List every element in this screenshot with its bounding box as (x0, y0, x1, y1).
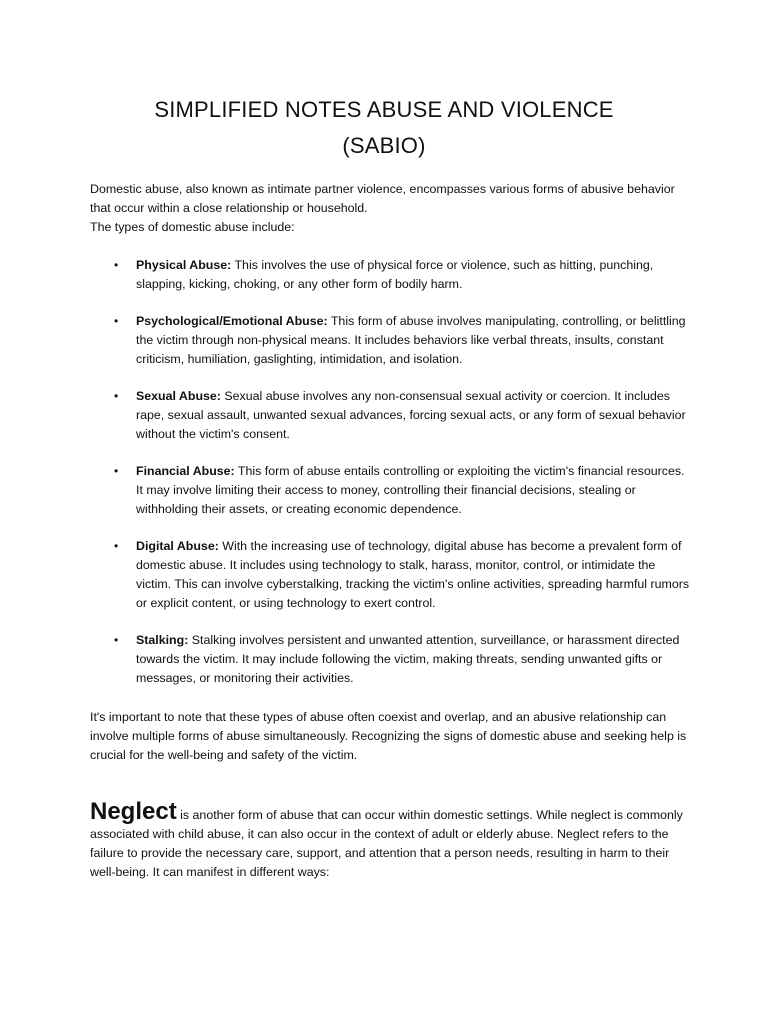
neglect-paragraph (90, 800, 690, 882)
bullet-icon: • (114, 314, 119, 328)
bullet-icon: • (114, 464, 119, 478)
list-item (90, 312, 690, 369)
list-item-text: Stalking involves persistent and unwanted attention, surveillance, or harassment directed towards the victim. It may include following the victim, making threats, sending unwanted gifts or messages, or monitoring their activities. (136, 633, 680, 685)
bullet-icon: • (114, 258, 119, 272)
bullet-icon: • (114, 633, 119, 647)
list-item-term: Physical Abuse: (136, 258, 232, 272)
title-line-2: (SABIO) (342, 133, 426, 158)
bullet-icon: • (114, 539, 119, 553)
bullet-icon: • (114, 389, 119, 403)
list-item-term: Digital Abuse: (136, 539, 219, 553)
list-item-term: Financial Abuse: (136, 464, 235, 478)
neglect-heading: Neglect (90, 798, 177, 825)
list-item-term: Psychological/Emotional Abuse: (136, 314, 328, 328)
list-item (90, 537, 690, 613)
list-item (90, 256, 690, 294)
title-line-1: SIMPLIFIED NOTES ABUSE AND VIOLENCE (154, 97, 614, 122)
closing-paragraph: It's important to note that these types of abuse often coexist and overlap, and an abusive relationship can involve multiple forms of abuse simultaneously. Recognizing the signs of domestic abuse and seeking help is crucial for the well-being and safety of the victim. (90, 710, 687, 762)
list-item (90, 387, 690, 444)
abuse-types-list (90, 256, 690, 706)
list-item-text: This involves the use of physical force or violence, such as hitting, punching, slapping, kicking, choking, or any other form of bodily harm. (136, 258, 654, 291)
types-lead-in: The types of domestic abuse include: (90, 220, 295, 234)
list-item-text: Sexual abuse involves any non-consensual sexual activity or coercion. It includes rape, sexual assault, unwanted sexual advances, forcing sexual acts, or any form of sexual behavior without the victim's consent. (136, 389, 686, 441)
intro-text: Domestic abuse, also known as intimate partner violence, encompasses various forms of abusive behavior that occur within a close relationship or household. (90, 182, 675, 215)
list-item (90, 462, 690, 519)
neglect-text: is another form of abuse that can occur within domestic settings. While neglect is commonly associated with child abuse, it can also occur in the context of adult or elderly abuse. Neglect refers to the failure to provide the necessary care, support, and attention that a person needs, resulting in harm to their well-being. It can manifest in different ways: (90, 808, 683, 879)
list-item-text: With the increasing use of technology, digital abuse has become a prevalent form of domestic abuse. It includes using technology to stalk, harass, monitor, control, or intimidate the victim. This can involve cyberstalking, tracking the victim's online activities, spreading harmful rumors or explicit content, or using technology to exert control. (136, 539, 690, 610)
list-item (90, 631, 690, 688)
list-item-term: Sexual Abuse: (136, 389, 221, 403)
page-title (0, 92, 768, 164)
list-item-term: Stalking: (136, 633, 189, 647)
list-item-text: This form of abuse entails controlling or exploiting the victim's financial resources. It may involve limiting their access to money, controlling their financial decisions, stealing or withholding their assets, or creating economic dependence. (136, 464, 685, 516)
intro-paragraph (90, 180, 690, 237)
list-item-text: This form of abuse involves manipulating, controlling, or belittling the victim through non-physical means. It includes behaviors like verbal threats, insults, constant criticism, humiliation, gaslighting, intimidation, and isolation. (136, 314, 686, 366)
